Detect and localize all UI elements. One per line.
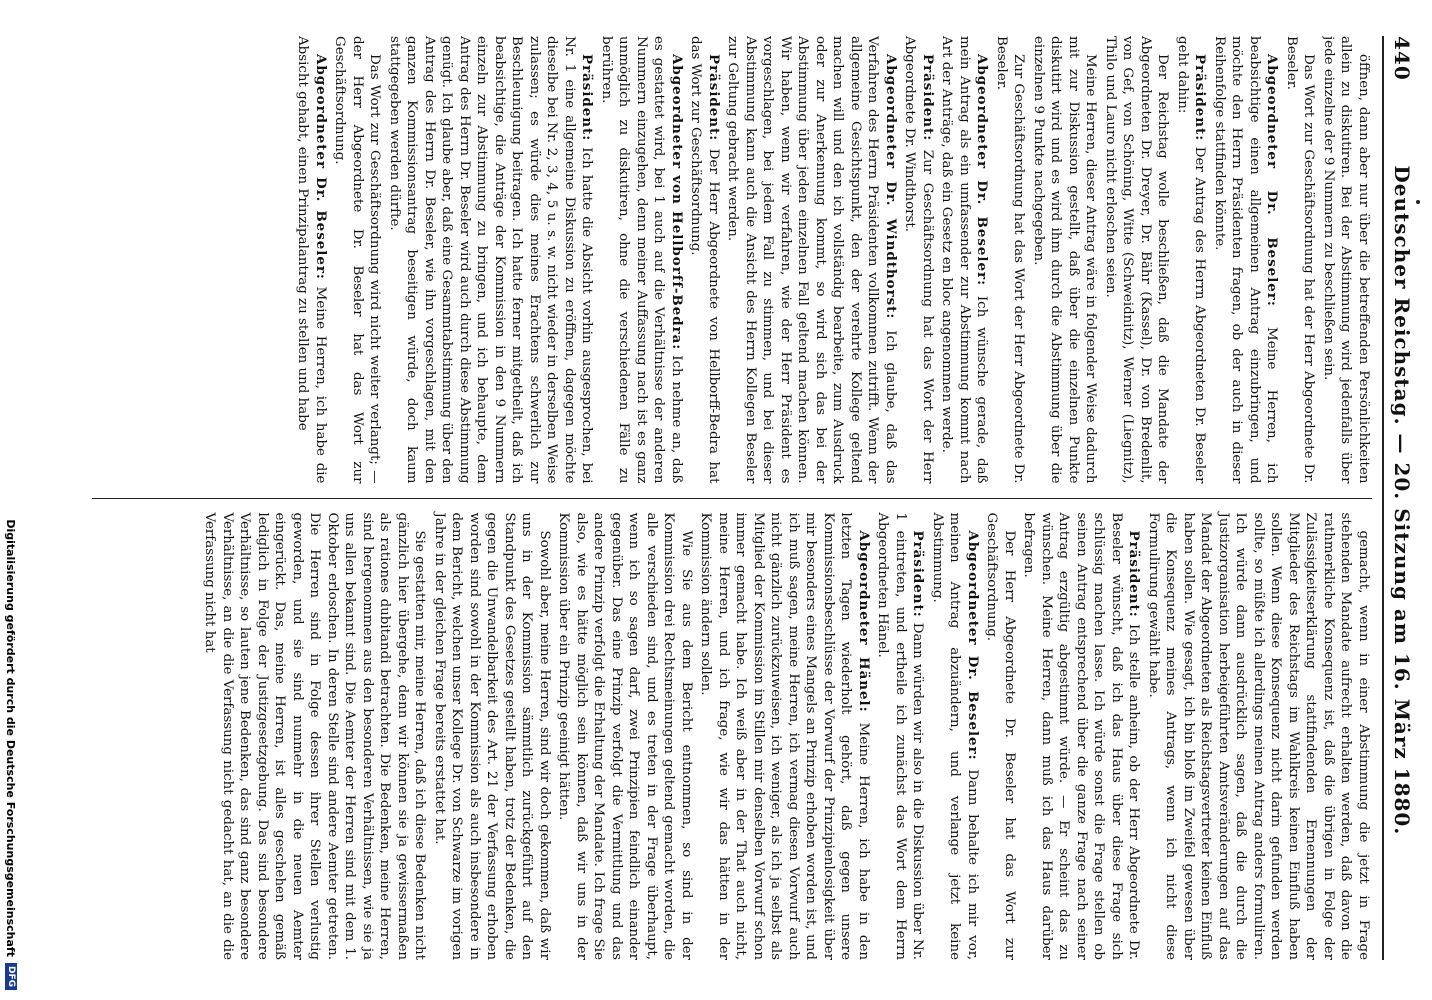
speaker-name: Abgeordneter Dr. Beseler:: [965, 530, 981, 761]
paragraph-text: Dann würden wir also in die Diskussion über Nr. 1 eintreten, und ertheile ich zunächst das Wort dem Herrn Abgeordneten Hänel.: [875, 512, 926, 960]
left-column: [92, 36, 1372, 498]
paragraph-text: Der Herr Abgeordnete Dr. Beseler hat das Wort zur Geschäftsordnung.: [984, 512, 1017, 960]
paragraph: [1102, 36, 1172, 484]
speaker-name: Präsident:: [706, 54, 722, 142]
dfg-logo: DFG: [5, 963, 17, 990]
paragraph-text: Meine Herren, dieser Antrag wäre in folgender Weise dadurch mit zur Diskussion gestellt, daß über die einzelnen Punkte diskutirt wird und es wird ihm durch die Abstimmung über die einzelnen 9 Punkte nachgegeben.: [1031, 36, 1099, 484]
paragraph-text: Das Wort zur Geschäftsordnung wird nicht weiter verlangt; — der Herr Abgeordnete Dr. Beseler hat das Wort zur Geschäftsordnung.: [332, 36, 383, 484]
scan-speck: [1416, 200, 1420, 204]
speaker-name: Präsident:: [910, 530, 927, 618]
paragraph: [555, 513, 695, 961]
speaker-name: Abgeordneter von Hellborff-Bedra:: [669, 54, 685, 351]
paragraph-text: Dann behalte ich mir vor, meinen Antrag abzuändern, und verlange jetzt keine Abstimmung.: [930, 512, 980, 960]
paragraph: [983, 513, 1018, 961]
paragraph-text: Sowohl aber, meine Herren, sind wir doch gekommen, daß wir uns in der Kommission sämmtlich zurückgeführt auf den Standpunkt des Gesetzes gestellt haben, trotz der Bedenken, die gegen die Unwandelbarkeit des Art. 21 der Verfassung erhoben worden sind sowohl in der Kommission als auch insbesondere in dem Bericht, welchen unser Kollege Dr. von Schwarze im vorigen Jahre in der gleichen Frage bereits erstattet hat.: [432, 512, 552, 960]
paragraph: [1174, 36, 1209, 484]
paragraph-text: Der Herr Abgeordnete von Hellborff-Bedra hat das Wort zur Geschäftsordnung.: [688, 36, 721, 484]
paragraph-text: Der Antrag des Herrn Abgeordneten Dr. Beseler geht dahin:: [1175, 36, 1208, 484]
paragraph: [1145, 513, 1373, 961]
paragraph: [1211, 36, 1281, 484]
text-columns: [92, 36, 1372, 960]
right-column: [92, 498, 1372, 961]
paragraph: [1020, 513, 1143, 961]
page-header: [1382, 36, 1414, 960]
credit-text: Digitalisierung gefördert durch die Deutsche Forschungsgemeinschaft: [4, 519, 18, 957]
paragraph-text: Meine Herren, ich habe die Absicht gehabt, einen Prinzipalantrag zu stellen und habe: [295, 36, 328, 484]
paragraph-text: öffnen, dann aber nur über die betreffenden Persönlichkeiten allein zu diskutiren. Bei der Abstimmung wird jedenfalls über jede einzelne der 9 Nummern zu beschließen sein.: [1321, 36, 1371, 484]
paragraph: [874, 513, 927, 961]
paragraph: [938, 36, 991, 484]
speaker-name: Abgeordneter Hänel:: [856, 530, 872, 713]
paragraph: [431, 513, 554, 961]
digitization-credit: [0, 0, 22, 1000]
paragraph-text: Ich stelle anheim, ob der Herr Abgeordnete Dr. Beseler wünscht, daß ich das Haus über diese Frage sich schlüssig machen lasse. Ich würde sonst die Frage stellen ob seinen Antrag entsprechend über die ganze Frage nach seiner Antrag erzgültig abgestimmt würde. — Er scheint das zu wünschen. Meine Herren, dann muß ich das Haus darüber befragen.: [1021, 512, 1142, 960]
paragraph-text: Meine Herren, ich habe in den letzten Tagen wiederholt gehört, daß gegen unsere Kommissionsbeschlüsse der Vorwurf der Prinzipienlosigkeit über mir besonders eines Mangels an Prinzip erhoben worden ist, und ich muß sagen, meine Herren, ich vermag diesen Vorwurf auch nicht gänzlich zurückzuweisen, ich weniger, als ich ja selbst als Mitglied der Kommission im Stillen mir denselben Vorwurf schon immer gemacht habe. Ich weiß aber in der That auch nicht, meine Herren, und ich frage, wie wir das hätten in der Kommission ändern sollen.: [698, 512, 871, 960]
paragraph-text: gemacht, wenn in einer Abstimmung die jetzt in Frage stehenden Mandate aufrecht erhalten werden, daß davon die rathmerkliche Konsequenz ist, daß die übrigen in Folge der Zulässigkeitserklärung stattfindenden Ernennungen der Mitglieder des Reichstags im Wahlkreis keinen Einfluß haben sollen. Wenn diese Konsequenz nicht darin gefunden werden sollte, so müßte ich allerdings meinen Antrag anders formuliren. Ich würde dann ausdrücklich sagen, daß die durch die Justizorganisation herbeigeführten Amtsveränderungen auf das Mandat der Abgeordneten als Reichstagsvertreter keinen Einfluß haben sollen. Wie gesagt, ich bin bloß im Zweifel gewesen über die Konsequenz meines Antrags, wenn ich nicht diese Formulirung gewählt habe.: [1146, 512, 1371, 960]
paragraph: [993, 36, 1028, 484]
speaker-name: Abgeordneter Dr. Beseler:: [313, 54, 329, 280]
paragraph-text: Ich hatte die Absicht vorhin ausgesprochen, bei Nr. 1 eine allgemeine Diskussion zu eröffnen, dagegen möchte dieselbe bei Nr. 2, 3, 4, 5 u. s. w. nicht wieder in derselben Weise zulassen; es würde dies meines Erachtens schwerlich zur Beschleunigung beitragen. Ich hatte ferner mitgetheilt, daß ich beabsichtige, die Anträge der Kommission in den 9 Nummern einzeln zur Abstimmung zu bringen, und ich behaupte, dem Antrag des Herrn Dr. Beseler wird auch durch diese Abstimmung genügt. Ich glaube aber, daß eine Gesammtabstimmung über den Antrag des Herrn Dr. Beseler, wie ihn vorgeschlagen, mit den ganzen Kommissionsantrag beseitigen würde, doch kaum stattgegeben werden dürfte.: [387, 36, 595, 484]
paragraph-text: Wie Sie aus dem Bericht entnommen, so sind in der Kommission drei Rechtsmeinungen geltend gemacht worden, die alle verschieden sind, und es treten in der Frage überhaupt, wenn ich so sagen darf, zwei Prinzipien feindlich einander gegenüber. Das eine Prinzip verfolgt die Vermittlung und das andere Prinzip verfolgt die Erhaltung der Mandate. Ich frage Sie also, wie es hätte möglich sein können, daß wir uns in der Kommission über ein Prinzip geeinigt hätten.: [556, 512, 694, 960]
paragraph: [1030, 36, 1100, 484]
paragraph: [929, 513, 982, 961]
speaker-name: Abgeordneter Dr. Beseler:: [1264, 54, 1281, 307]
paragraph-text: Meine Herren, ich beabsichtige einen allgemeinen Antrag einzubringen, und möchte den Herrn Präsidenten fragen, ob der auch in dieser Reihenfolge stattfinden könnte.: [1212, 36, 1280, 484]
paragraph-text: Sie gestatten mir, meine Herren, daß ich diese Bedenken nicht gänzlich hier übergehe, denn wir können sie ja gewissermaßen als rationes dubitandi betrachten. Die Bedenken, meine Herren, sind hergenommen aus den besonderen Verhältnissen, wie sie ja uns allen bekannt sind. Die Aemter der Herren sind mit dem 1. Oktober erloschen. In deren Stelle sind andere Aemter getreten. Die Herren sind in Folge dessen ihrer Stellen verlustig geworden, und sie sind nunmehr in die neuen Aemter eingerückt. Das, meine Herren, ist alles geschehen gemäß lediglich in Folge der Justizgesetzgebung. Das sind besondere Verhältnisse, so lauten jene Bedenken, das sind ganz besondere Verhältnisse, an die die Verfassung nicht gedacht hat, an die die Verfassung nicht hat: [202, 512, 428, 960]
speaker-name: Präsident:: [579, 54, 596, 142]
speaker-name: Abgeordneter Dr. Beseler:: [974, 54, 991, 287]
paragraph-text: Zur Geschäftsordnung hat das Wort der Herr Abgeordnete Dr. Windthorst.: [902, 36, 935, 484]
paragraph: [724, 36, 899, 484]
paragraph: [1283, 36, 1318, 484]
speaker-name: Präsident:: [1192, 54, 1209, 142]
paragraph: [901, 36, 936, 484]
paragraph: [598, 36, 686, 484]
paragraph: [294, 36, 329, 484]
page-number: 440: [1390, 36, 1414, 81]
paragraph-text: Das Wort zur Geschäftsordnung hat der Herr Abgeordnete Dr. Beseler.: [1284, 36, 1317, 484]
paragraph-text: Der Reichstag wolle beschließen, daß die Mandate der Abgeordneten Dr. Dreyer, Dr. Bähr (Kassel), Dr. von Bredenlit, von Gef, von Schöning, Witte (Schweidnitz), Werner (Liegnitz), Thilo und Lauro nicht erloschen seien.: [1103, 36, 1171, 484]
speaker-name: Abgeordneter Dr. Windthorst:: [883, 54, 899, 320]
page-title: Deutscher Reichstag. — 20. Sitzung am 16. März 1880.: [1390, 165, 1414, 836]
paragraph-text: Ich wünsche gerade, daß mein Antrag als ein umfassender zur Abstimmung kommt nach Art der Anträge, daß ein Gesetz en bloc angenommen werde.: [939, 36, 990, 484]
paragraph: [687, 36, 722, 484]
paragraph: [1320, 36, 1373, 484]
paragraph-text: Ich glaube, daß das Verfahren des Herrn Präsidenten vollkommen zutrifft. Wenn der allgemeine Gesichtspunkt, den der verehrte Kollege geltend machen will und den ich vollständig bearbeite, zum Ausdruck oder zur Anerkennung kommt, so wird sich das bei der Abstimmung über jeden einzelnen Fall geltend machen können. Wir haben, wenn wir verfahren, wie der Herr Präsident es vorgeschlagen, bei jedem Fall zu stimmen, und bei dieser Abstimmung kann auch die Ansicht des Herrn Kollegen Beseler zur Geltung gebracht werden.: [725, 36, 898, 484]
speaker-name: Präsident:: [920, 54, 936, 142]
paragraph: [201, 513, 429, 961]
paragraph-text: Ich nehme an, daß es gestattet wird, bei 1 auch auf die Verhältnisse der anderen Nummern einzugehen, denn meiner Auffassung nach ist es ganz unmöglich zu diskutiren, ohne die verschiedenen Fälle zu berühren.: [599, 36, 684, 484]
paragraph: [386, 36, 596, 484]
paragraph: [331, 36, 384, 484]
speaker-name: Präsident:: [1126, 530, 1143, 618]
paragraph: [697, 513, 872, 961]
paragraph-text: Zur Geschäftsordnung hat das Wort der Herr Abgeordnete Dr. Beseler.: [994, 36, 1027, 484]
